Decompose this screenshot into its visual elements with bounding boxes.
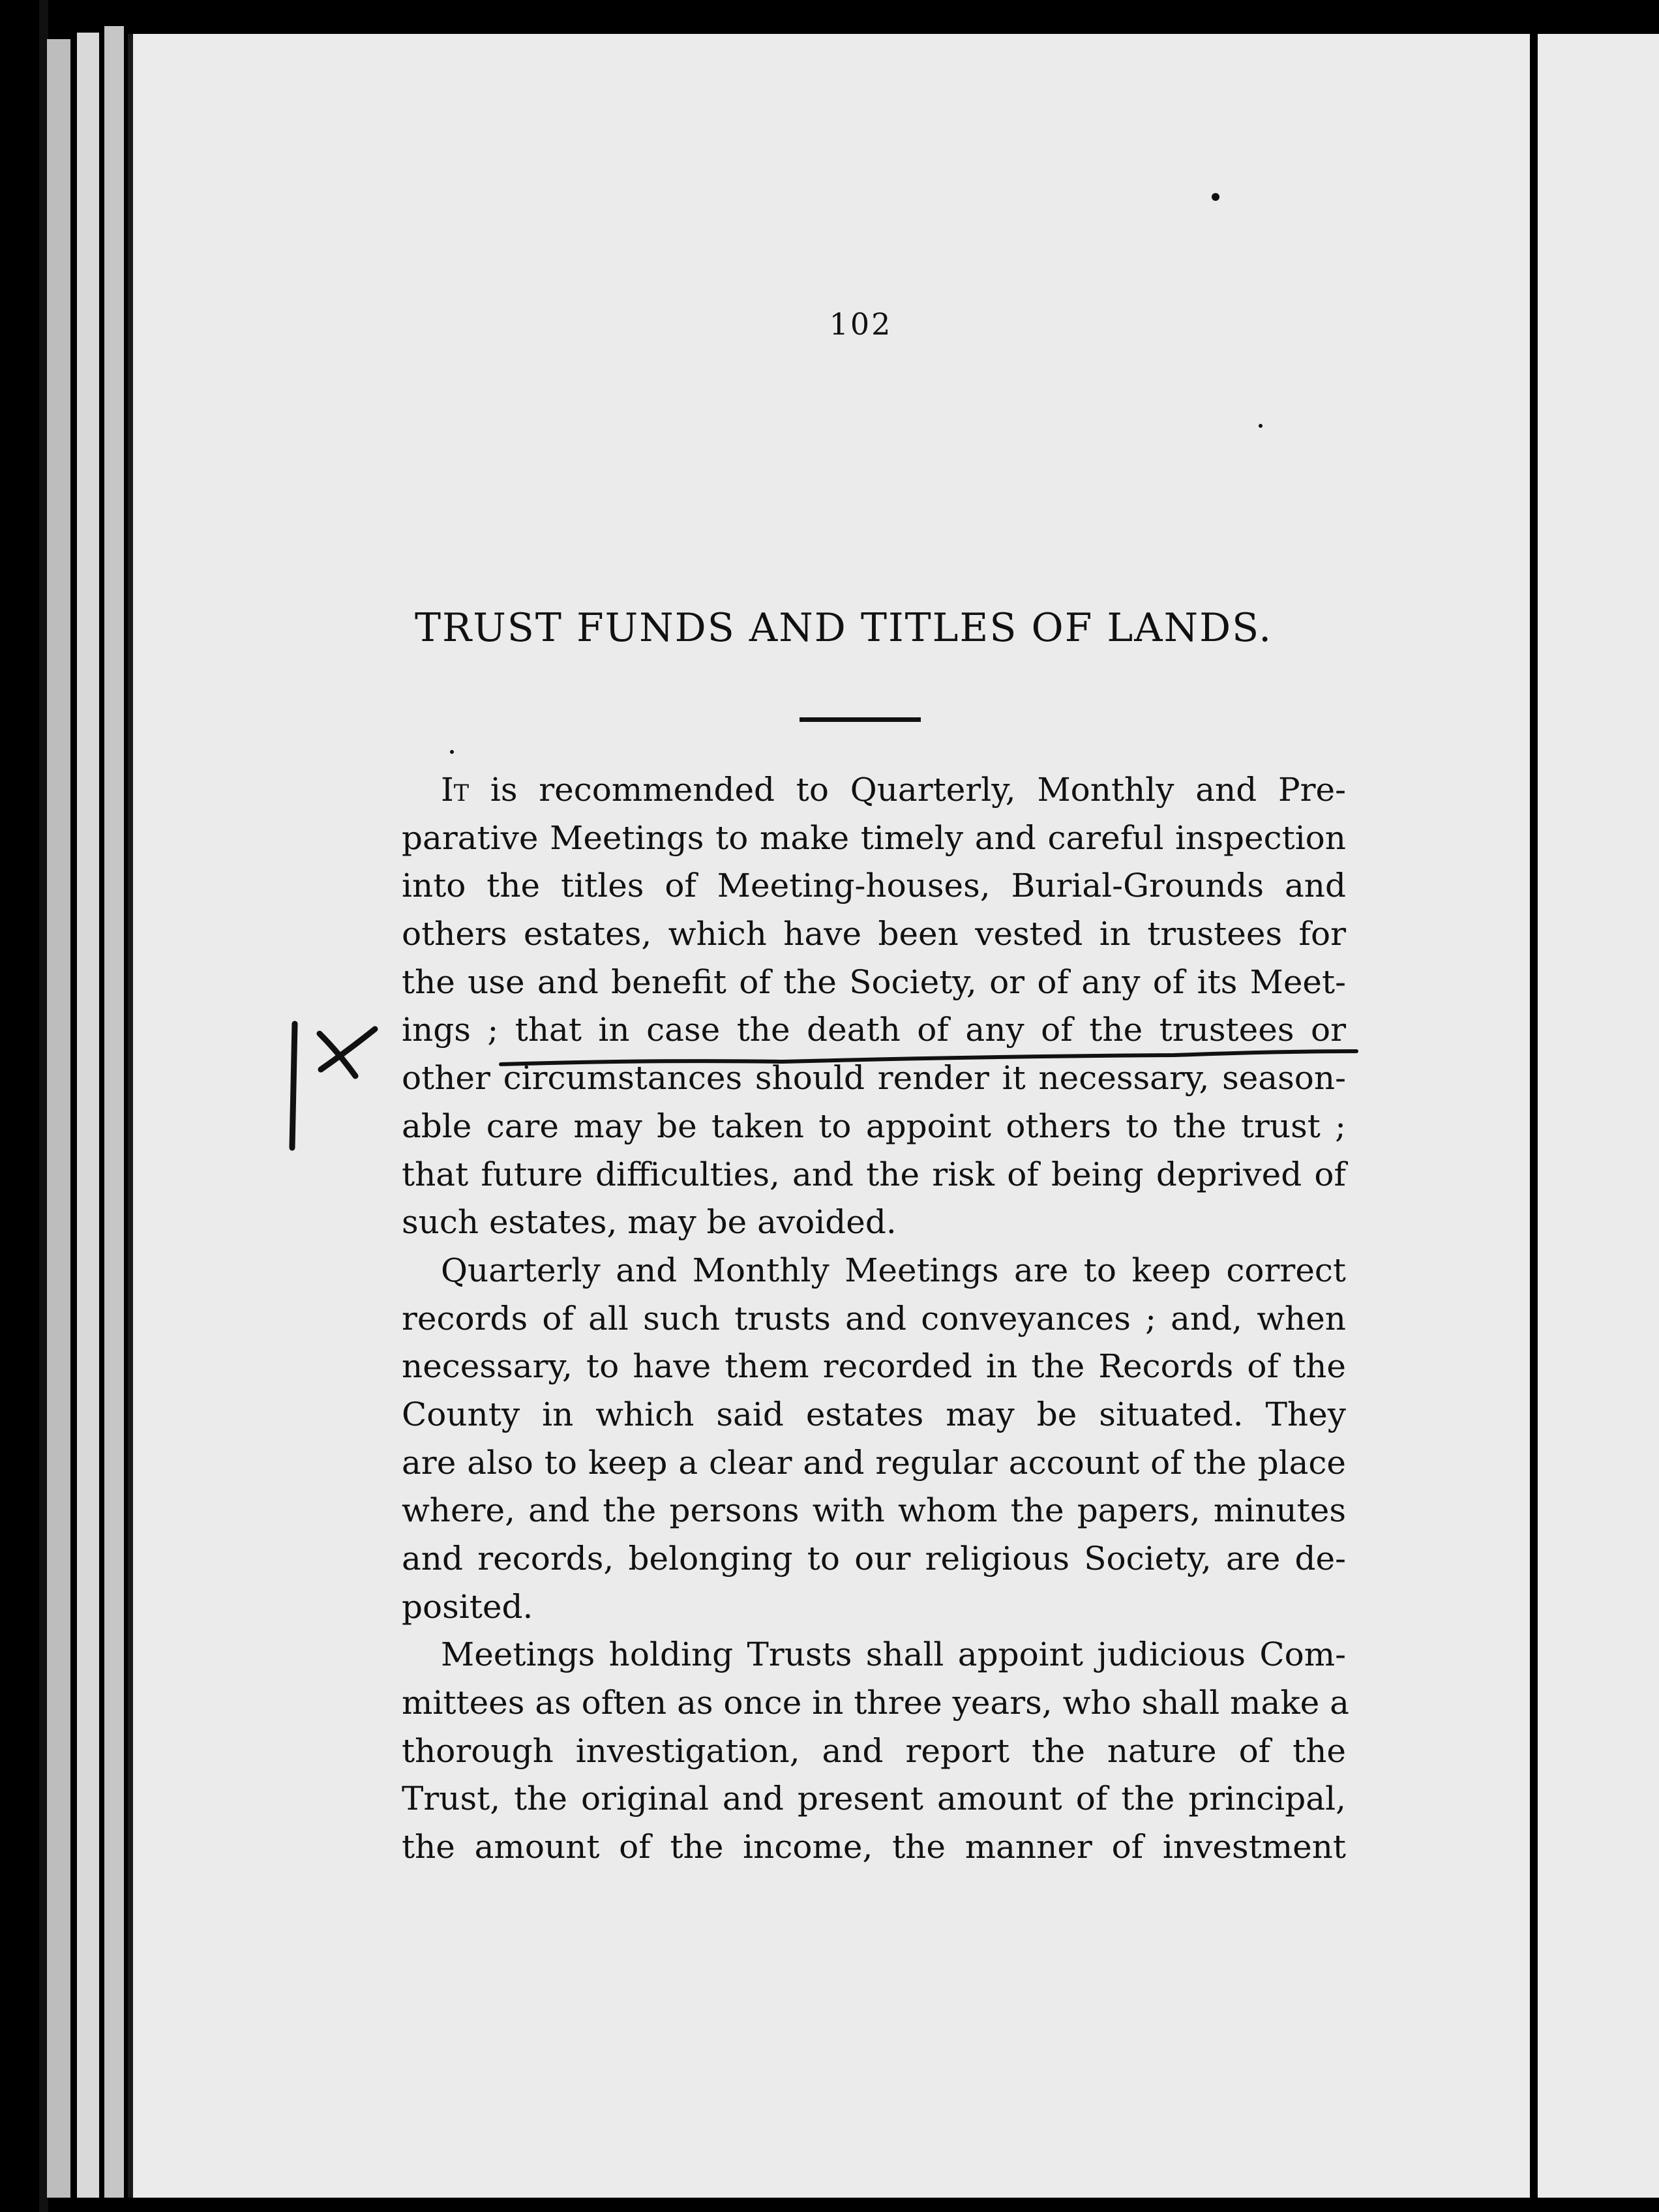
drop-lead: It: [441, 771, 470, 809]
page-edge: [47, 39, 70, 2198]
scan-speck: [1212, 193, 1219, 201]
scan-speck: [450, 750, 454, 754]
text-line-content: is recommended to Quarterly, Monthly and Pre-: [469, 771, 1346, 809]
text-line: where, and the persons with whom the papers, minutes: [402, 1491, 1346, 1530]
text-line: County in which said estates may be situated. They: [402, 1395, 1346, 1433]
text-line: the amount of the income, the manner of investment: [402, 1828, 1346, 1866]
body-text: [402, 766, 1349, 1872]
text-line: other circumstances should render it necessary, season-: [402, 1059, 1346, 1098]
text-line: such estates, may be avoided.: [402, 1203, 897, 1242]
text-line: parative Meetings to make timely and careful inspection: [402, 818, 1346, 857]
text-line: Meetings holding Trusts shall appoint judicious Com-: [441, 1636, 1346, 1674]
text-line: others estates, which have been vested in trustees for: [402, 915, 1346, 953]
text-line: are also to keep a clear and regular account of the place: [402, 1443, 1346, 1482]
text-line: Trust, the original and present amount of the principal,: [402, 1780, 1346, 1818]
page-number: 102: [829, 306, 893, 342]
text-line: the use and benefit of the Society, or of any of its Meet-: [402, 963, 1346, 1001]
text-line: posited.: [402, 1587, 533, 1626]
scan-speck: [1259, 424, 1263, 428]
text-line: and records, belonging to our religious Society, are de-: [402, 1540, 1346, 1577]
page-edge: [77, 33, 99, 2198]
text-line: mittees as often as once in three years, who shall make a: [402, 1684, 1349, 1722]
text-line: thorough investigation, and report the nature of the: [402, 1731, 1346, 1770]
facing-page-edge: [1530, 34, 1659, 2198]
text-line: [402, 766, 1346, 815]
section-heading: TRUST FUNDS AND TITLES OF LANDS.: [415, 605, 1273, 651]
text-line: that future difficulties, and the risk of being deprived of: [402, 1155, 1346, 1193]
text-line: Quarterly and Monthly Meetings are to keep correct: [441, 1251, 1346, 1289]
text-line: ings ; that in case the death of any of the trustees or: [402, 1011, 1346, 1049]
text-line: records of all such trusts and conveyances ; and, when: [402, 1299, 1346, 1338]
text-line: into the titles of Meeting-houses, Burial-Grounds and: [402, 867, 1346, 905]
page-edge: [104, 26, 124, 2198]
heading-rule: [800, 717, 921, 722]
text-line: necessary, to have them recorded in the Records of the: [402, 1347, 1346, 1386]
text-line: able care may be taken to appoint others to the trust ;: [402, 1107, 1346, 1145]
